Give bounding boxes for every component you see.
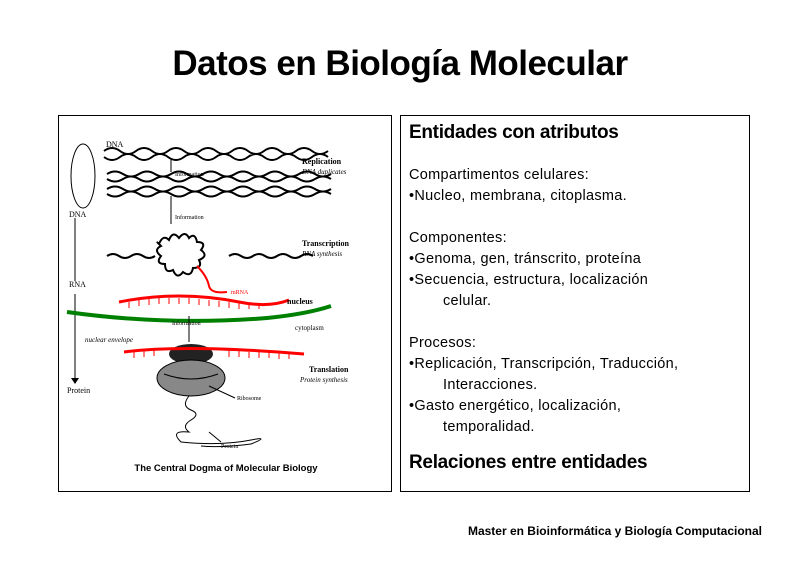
dna-helix-top bbox=[104, 148, 328, 160]
components-item-2-cont: celular. bbox=[443, 293, 492, 309]
label-nucleus: nucleus bbox=[287, 297, 313, 306]
label-translation-sub: Protein synthesis bbox=[300, 376, 348, 384]
protein-pointer bbox=[209, 432, 221, 442]
dna-helix-a bbox=[107, 172, 331, 182]
heading-relations: Relaciones entre entidades bbox=[409, 452, 648, 473]
components-item-2: •Secuencia, estructura, localización bbox=[409, 272, 649, 288]
processes-item-1-cont: Interacciones. bbox=[443, 377, 538, 393]
heading-entities: Entidades con atributos bbox=[409, 122, 619, 143]
transcription-bubble bbox=[157, 234, 205, 276]
components-item-1: •Genoma, gen, tránscrito, proteína bbox=[409, 251, 642, 267]
label-dna-left: DNA bbox=[69, 210, 87, 219]
transcription-dna-right bbox=[229, 254, 313, 258]
label-transcription-sub: RNA synthesis bbox=[302, 250, 343, 258]
label-info-3: Information bbox=[172, 321, 201, 327]
protein-arrowhead bbox=[71, 378, 79, 384]
label-replication-sub: DNA duplicates bbox=[302, 168, 347, 176]
label-protein: Protein bbox=[221, 444, 239, 450]
mrna-strand bbox=[197, 266, 227, 292]
label-nuclear-envelope: nuclear envelope bbox=[85, 336, 134, 344]
replication-cycle-arrow bbox=[71, 144, 95, 208]
label-translation: Translation bbox=[309, 365, 349, 374]
ribosome-bottom bbox=[157, 360, 225, 396]
figure-caption: The Central Dogma of Molecular Biology bbox=[134, 463, 318, 474]
central-dogma-diagram bbox=[59, 116, 393, 493]
processes-item-2-cont: temporalidad. bbox=[443, 419, 535, 435]
footer-text: Master en Bioinformática y Biología Computacional bbox=[467, 524, 762, 538]
label-rna-left: RNA bbox=[69, 280, 86, 289]
label-ribosome: Ribosome bbox=[237, 396, 262, 402]
label-info-1: Information bbox=[175, 172, 204, 178]
transcription-dna-left bbox=[107, 254, 155, 258]
compartments-item: •Nucleo, membrana, citoplasma. bbox=[409, 188, 627, 204]
page-title: Datos en Biología Molecular bbox=[172, 44, 628, 83]
polypeptide-chain bbox=[177, 396, 262, 447]
processes-label: Procesos: bbox=[409, 335, 477, 351]
components-label: Componentes: bbox=[409, 230, 507, 246]
processes-item-1: •Replicación, Transcripción, Traducción, bbox=[409, 356, 679, 372]
mrna-ribosome bbox=[124, 348, 304, 354]
label-info-2: Information bbox=[175, 215, 204, 221]
label-protein-left: Protein bbox=[67, 386, 91, 395]
processes-item-2: •Gasto energético, localización, bbox=[409, 398, 622, 414]
mrna-nucleus bbox=[119, 296, 289, 305]
compartments-label: Compartimentos celulares: bbox=[409, 167, 589, 183]
dna-helix-b bbox=[107, 187, 331, 197]
label-replication: Replication bbox=[302, 157, 342, 166]
label-dna-top: DNA bbox=[106, 140, 124, 149]
central-dogma-figure bbox=[58, 115, 392, 492]
label-transcription: Transcription bbox=[302, 239, 349, 248]
nuclear-membrane bbox=[67, 306, 331, 321]
label-mrna: mRNA bbox=[231, 290, 249, 296]
entities-panel bbox=[400, 115, 750, 492]
label-cytoplasm: cytoplasm bbox=[295, 324, 324, 332]
